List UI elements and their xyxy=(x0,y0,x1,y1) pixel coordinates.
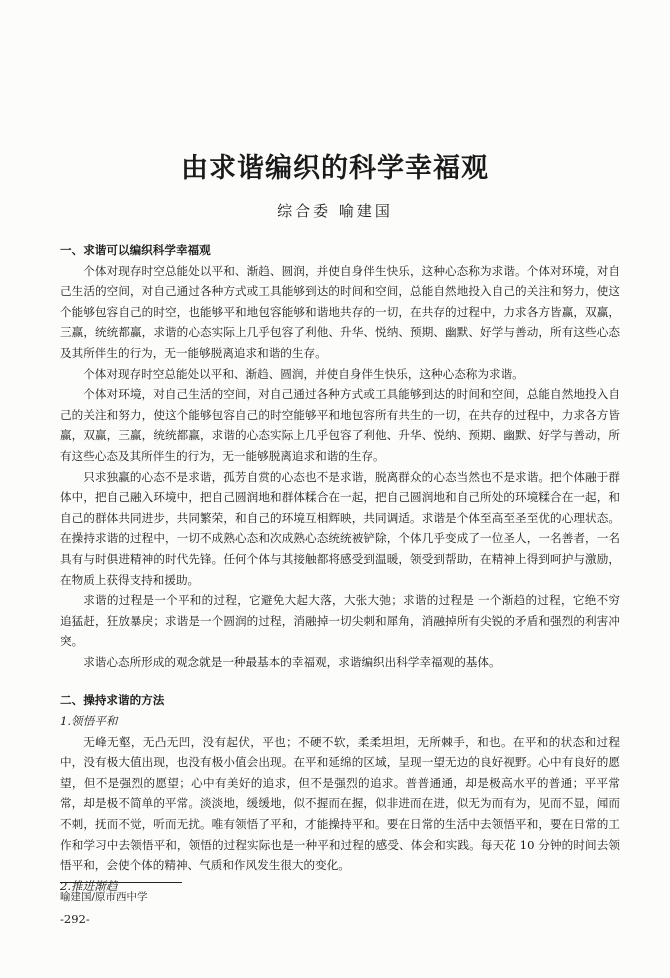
footnote-divider xyxy=(60,882,182,883)
section-1-paragraph: 个体对环境，对自己生活的空间，对自己通过各种方式或工具能够到达的时间和空间，总能自然地投入自己的关注和努力，使这个能够包容自己的时空能够平和地包容所有共生的一切，在共存的过程中，力求各方皆赢，双赢，三赢，统统都赢，求谐的心态实际上几乎包容了利他、升华、悦纳、预期、幽默、好学与善动，所有这些心态及其所伴生的行为，无一能够脱离追求和谐的生存。 xyxy=(60,387,620,463)
article-body xyxy=(60,240,620,896)
section-2-paragraph: 无峰无壑，无凸无凹，没有起伏，平也；不硬不软，柔柔坦坦，无所棘手，和也。在平和的状态和过程中，没有极大值出现，也没有极小值会出现。在平和延绵的区域，呈现一望无边的良好视野。心中有良好的愿望，但不是强烈的愿望；心中有美好的追求，但不是强烈的追求。普普通通，却是极高水平的普通；平平常常，却是极不简单的平常。淡淡地，缓缓地，似不握而在握，似非进而在进，似无为而有为，见而不显，闻而不刺，抚而不觉，听而无扰。唯有领悟了平和，才能操持平和。要在日常的生活中去领悟平和，要在日常的工作和学习中去领悟平和，领悟的过程实际也是一种平和过程的感受、体会和实践。每天花 10 分钟的时间去领悟平和，会使个体的精神、气质和作风发生很大的变化。 xyxy=(60,734,620,873)
page-number: -292- xyxy=(60,912,90,926)
section-2-heading: 二、操持求谐的方法 xyxy=(60,693,165,708)
section-1-heading: 一、求谐可以编织科学幸福观 xyxy=(60,243,211,257)
article-title: 由求谐编织的科学幸福观 xyxy=(181,153,489,184)
section-1-paragraph: 只求独赢的心态不是求谐，孤芳自赏的心态也不是求谐，脱离群众的心态当然也不是求谐。把个体融于群体中，把自己融入环境中，把自己圆润地和群体糅合在一起，把自己圆润地和自己所处的环境糅合在一起，和自己的群体共同进步，共同繁荣，和自己的环境互相辉映，共同调适。求谐是个体至高至圣至优的心理状态。在操持求谐的过程中，一切不成熟心态和次成熟心态统统被铲除，个体几乎变成了一位圣人，一名善者，一名具有与时俱进精神的时代先锋。任何个体与其接触都将感受到温暖，领受到帮助，在精神上得到呵护与激励，在物质上获得支持和援助。 xyxy=(60,469,620,587)
section-1-paragraph: 求谐心态所形成的观念就是一种最基本的幸福观，求谐编织出科学幸福观的基体。 xyxy=(83,654,501,669)
article-authors: 综合委 喻建国 xyxy=(277,202,393,220)
section-1-paragraph: 个体对现存时空总能处以平和、渐趋、圆润，并使自身伴生快乐，这种心态称为求谐。 xyxy=(83,366,524,381)
section-1-paragraph: 求谐的过程是一个平和的过程，它避免大起大落，大张大弛；求谐的过程是 一个渐趋的过程，它绝不穷追猛赶，狂放暴戾；求谐是一个圆润的过程，消融掉一切尖刺和犀角，消融掉所有尖锐的矛盾和强烈的利害冲突。 xyxy=(60,593,620,649)
author-footnote: 喻建国/原市西中学 xyxy=(60,891,148,903)
subsection-2-heading: 2.推进渐趋 xyxy=(60,878,118,893)
subsection-1-heading: 1.领悟平和 xyxy=(60,714,118,729)
section-1-paragraph: 个体对现存时空总能处以平和、渐趋、圆润，并使自身伴生快乐，这种心态称为求谐。个体对环境，对自己生活的空间，对自己通过各种方式或工具能够到达的时间和空间，总能自然地投入自己的关注和努力，使这个能够包容自己的时空，也能够平和地包容能够和谐地共存的一切，在共存的过程中，力求各方皆赢，双赢，三赢，统统都赢，求谐的心态实际上几乎包容了利他、升华、悦纳、预期、幽默、好学与善动，所有这些心态及其所伴生的行为，无一能够脱离追求和谐的生存。 xyxy=(60,263,620,360)
